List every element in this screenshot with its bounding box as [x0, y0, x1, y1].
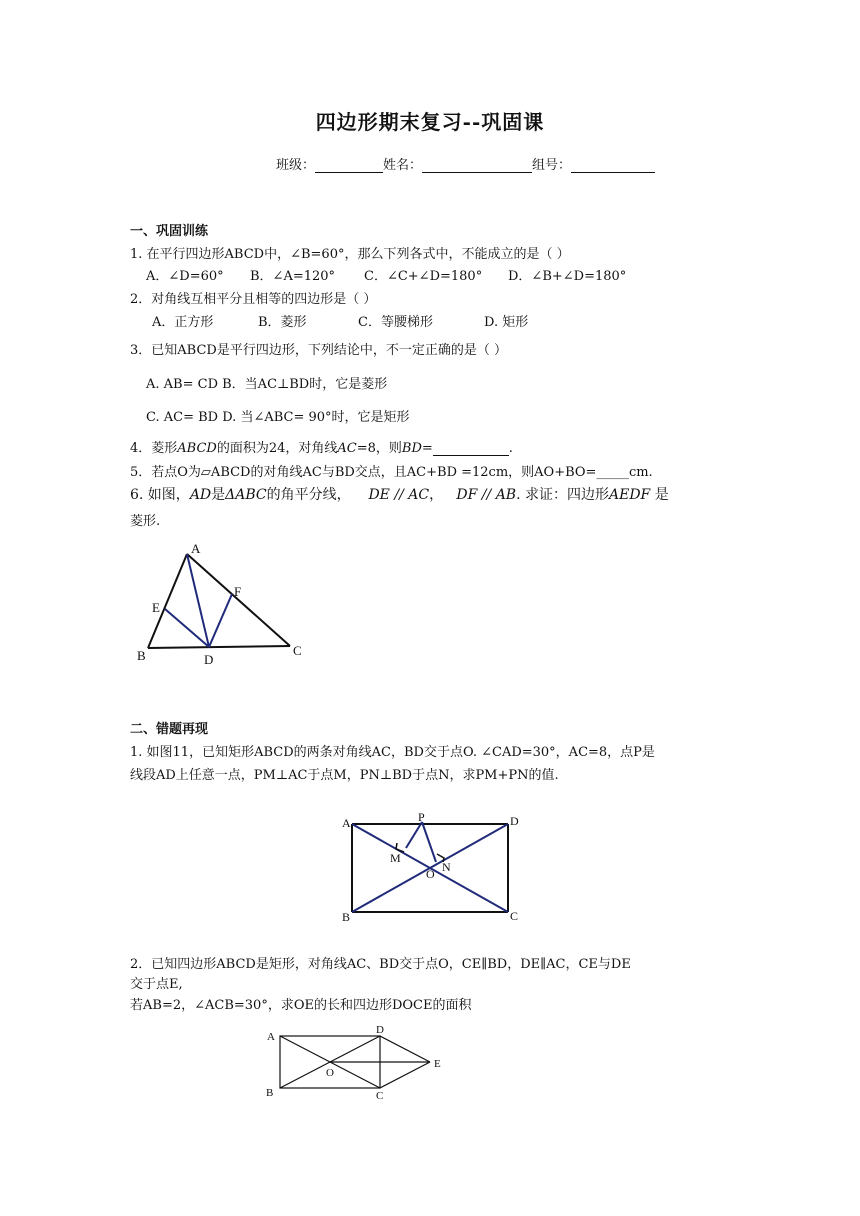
label-m: M: [390, 851, 401, 865]
segment-ce: [380, 1062, 430, 1088]
segment-pn: [422, 822, 436, 862]
question-2-2-line-1: 2．已知四边形ABCD是矩形，对角线AC、BD交于点O，CE∥BD，DE∥AC，CE与DE: [130, 957, 631, 972]
q1-4-text-5: .: [508, 441, 513, 456]
question-1-2-stem: 2．对角线互相平分且相等的四边形是（ ）: [130, 292, 377, 307]
label-c: C: [510, 909, 519, 923]
q1-6-de-parallel-ac: DE // AC: [368, 487, 430, 503]
q1-4-text-2: 的面积为24，对角线: [216, 441, 338, 456]
segment-df: [209, 594, 232, 647]
class-blank[interactable]: [315, 158, 383, 173]
question-1-6-line-2: 菱形.: [130, 514, 161, 529]
q1-6-aedf: AEDF: [609, 487, 651, 503]
name-label: 姓名：: [383, 158, 423, 173]
group-blank[interactable]: [571, 158, 655, 173]
segment-ac: [187, 554, 290, 646]
label-o: O: [426, 867, 435, 881]
label-c: C: [376, 1090, 384, 1102]
label-f: F: [234, 584, 242, 599]
label-b: B: [266, 1087, 274, 1099]
question-2-1-line-1: 1. 如图11，已知矩形ABCD的两条对角线AC，BD交于点O. ∠CAD=30°，AC=8，点P是: [130, 745, 655, 760]
label-d: D: [204, 652, 214, 667]
q1-2-option-a: A．正方形: [152, 315, 214, 330]
figure-rectangle-doce: [260, 1022, 460, 1102]
segment-ad: [187, 554, 209, 647]
q1-2-option-c: C．等腰梯形: [358, 315, 433, 330]
q1-1-option-d: D．∠B+∠D=180°: [508, 269, 627, 284]
label-b: B: [342, 910, 351, 924]
segment-de: [165, 609, 209, 647]
section-2-heading: 二、错题再现: [130, 722, 209, 737]
question-1-1-stem: 1. 在平行四边形ABCD中，∠B=60°，那么下列各式中，不能成立的是（ ）: [130, 247, 570, 262]
label-b: B: [137, 648, 146, 663]
label-d: D: [376, 1024, 384, 1036]
q1-6-df-parallel-ab: DF // AB: [456, 487, 517, 503]
q1-6-text-5: . 求证：四边形: [516, 487, 609, 503]
label-d: D: [510, 814, 519, 828]
label-c: C: [293, 643, 302, 658]
q1-2-option-d: D. 矩形: [484, 315, 529, 330]
page-title: 四边形期末复习--巩固课: [315, 110, 545, 134]
question-1-4: [130, 437, 513, 456]
figure-triangle-abc: [130, 540, 310, 670]
question-1-5: 5．若点O为▱ABCD的对角线AC与BD交点，且AC+BD =12cm，则AO+BO=_____cm.: [130, 465, 653, 480]
q1-6-text-3: 的角平分线，: [266, 487, 351, 503]
label-p: P: [418, 810, 425, 824]
q1-3-options-line-2: C. AC= BD D. 当∠ABC= 90°时，它是矩形: [146, 410, 410, 425]
label-e: E: [434, 1058, 441, 1070]
group-label: 组号：: [532, 158, 572, 173]
q1-6-text-4: ，: [429, 487, 444, 503]
label-n: N: [442, 860, 451, 874]
label-a: A: [342, 816, 351, 830]
q1-6-text-2: 是: [211, 487, 226, 503]
q1-1-option-b: B．∠A=120°: [250, 269, 336, 284]
q1-6-text-6: 是: [654, 487, 669, 503]
section-1-heading: 一、巩固训练: [130, 224, 209, 239]
q1-2-option-b: B．菱形: [258, 315, 307, 330]
question-2-1-line-2: 线段AD上任意一点，PM⊥AC于点M，PN⊥BD于点N，求PM+PN的值.: [130, 768, 559, 783]
label-a: A: [267, 1031, 275, 1043]
q1-4-ac: AC: [337, 441, 357, 456]
q1-4-text-4: =: [421, 441, 433, 456]
q1-6-triangle-abc: ΔABC: [225, 487, 267, 503]
q1-6-text-1: 6. 如图，: [130, 487, 190, 503]
label-a: A: [191, 541, 201, 556]
q1-1-option-c: C．∠C+∠D=180°: [364, 269, 483, 284]
figure-rectangle-abcd: [340, 810, 530, 925]
question-1-6-line-1: [130, 484, 669, 504]
question-2-2-line-3: 若AB=2，∠ACB=30°，求OE的长和四边形DOCE的面积: [130, 998, 472, 1013]
q1-4-text-3: =8，则: [356, 441, 402, 456]
q1-3-options-line-1: A. AB= CD B．当AC⊥BD时，它是菱形: [146, 377, 388, 392]
segment-pm: [406, 822, 422, 848]
q1-4-answer-blank[interactable]: [433, 441, 509, 456]
label-e: E: [152, 600, 160, 615]
student-info-line: [276, 154, 655, 173]
q1-4-text-1: 4．菱形: [130, 441, 178, 456]
q1-4-bd: BD: [401, 441, 422, 456]
label-o: O: [326, 1067, 334, 1079]
segment-de: [380, 1036, 430, 1062]
segment-bc: [148, 646, 290, 648]
q1-4-abcd: ABCD: [177, 441, 217, 456]
q1-6-ad: AD: [189, 487, 212, 503]
question-1-3-stem: 3．已知ABCD是平行四边形，下列结论中，不一定正确的是（ ）: [130, 343, 507, 358]
name-blank[interactable]: [422, 158, 532, 173]
q1-1-option-a: A．∠D=60°: [146, 269, 224, 284]
class-label: 班级：: [276, 158, 316, 173]
question-2-2-line-2: 交于点E,: [130, 977, 183, 992]
